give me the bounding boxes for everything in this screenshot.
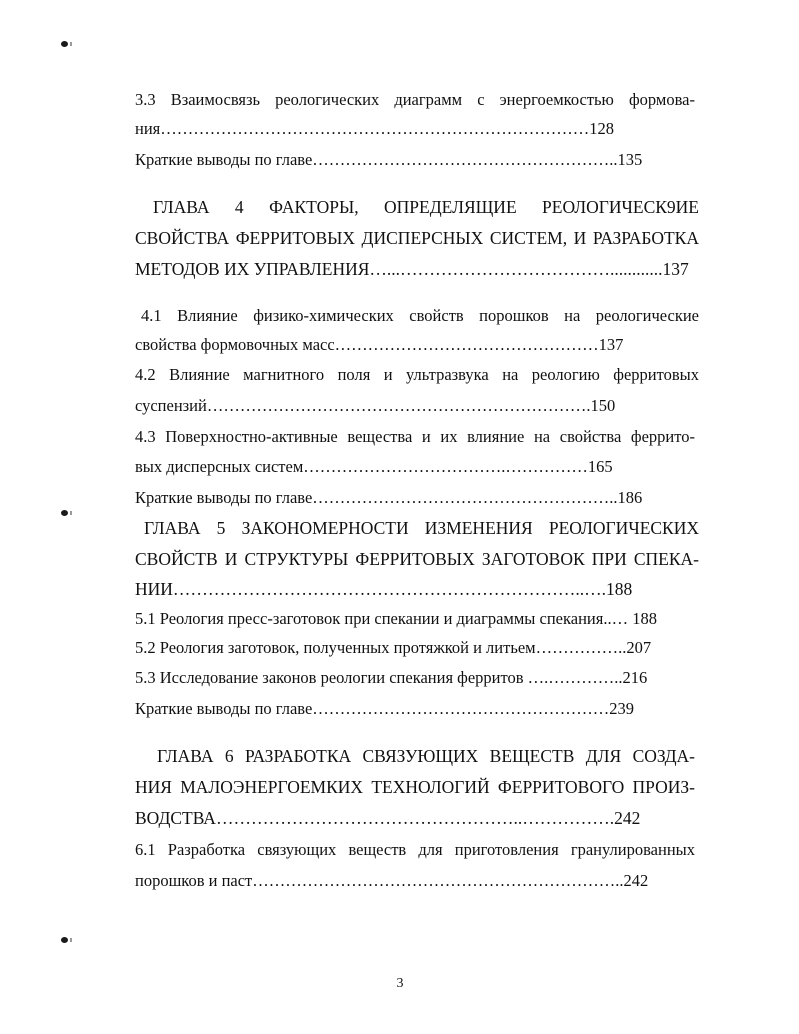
toc-chapter-summary — [0, 488, 799, 508]
toc-heading-text: ВОДСТВА……………………………………………..…………….242 — [135, 808, 641, 828]
toc-heading-text: НИЯ МАЛОЭНЕРГОЕМКИХ ТЕХНОЛОГИЙ ФЕРРИТОВОГО ПРОИЗ- — [135, 777, 695, 797]
toc-entry-3-3 — [0, 90, 799, 110]
toc-entry-text: 4.2 Влияние магнитного поля и ультразвука на реологию ферритовых — [135, 365, 699, 384]
toc-entry-text: Краткие выводы по главе………………………………………………..186 — [135, 488, 643, 507]
toc-entry-4-1 — [0, 306, 799, 326]
toc-entry-text: свойства формовочных масс…………………………………………137 — [135, 335, 624, 354]
toc-heading-text: ГЛАВА 6 РАЗРАБОТКА СВЯЗУЮЩИХ ВЕЩЕСТВ ДЛЯ СОЗДА- — [157, 746, 695, 766]
toc-entry-3-3-cont — [0, 119, 799, 139]
toc-chapter-summary — [0, 150, 799, 170]
toc-entry-4-3-cont — [0, 457, 799, 477]
toc-entry-4-2 — [0, 365, 799, 385]
toc-entry-text: суспензий…………………………………………………………….150 — [135, 396, 616, 415]
toc-chapter-4-heading-cont — [0, 228, 799, 248]
binder-hole-mark — [61, 937, 68, 943]
toc-entry-6-1 — [0, 840, 799, 860]
toc-chapter-5-heading-cont — [0, 579, 799, 599]
toc-entry-text: 4.1 Влияние физико-химических свойств порошков на реологические — [141, 306, 699, 325]
toc-entry-6-1-cont — [0, 871, 799, 891]
toc-entry-text: ния……………………………………………………………………128 — [135, 119, 614, 138]
toc-entry-text: 3.3 Взаимосвязь реологических диаграмм с энергоемкостью формова- — [135, 90, 695, 109]
toc-chapter-5-heading — [0, 518, 799, 538]
toc-chapter-6-heading-cont — [0, 777, 799, 797]
toc-heading-text: СВОЙСТВА ФЕРРИТОВЫХ ДИСПЕРСНЫХ СИСТЕМ, И РАЗРАБОТКА — [135, 228, 699, 248]
toc-entry-4-1-cont — [0, 335, 799, 355]
toc-entry-text: 5.2 Реология заготовок, полученных протяжкой и литьем……………..207 — [135, 638, 652, 657]
toc-entry-text: 5.3 Исследование законов реологии спекания ферритов ….…………..216 — [135, 668, 648, 687]
toc-entry-4-2-cont — [0, 396, 799, 416]
toc-entry-text: вых дисперсных систем……………………………….……………165 — [135, 457, 613, 476]
toc-chapter-summary — [0, 699, 799, 719]
toc-entry-4-3 — [0, 427, 799, 447]
toc-entry-text: 6.1 Разработка связующих веществ для приготовления гранулированных — [135, 840, 695, 859]
toc-entry-5-2 — [0, 638, 799, 658]
toc-entry-text: порошков и паст…………………………………………………………..242 — [135, 871, 649, 890]
toc-heading-text: ГЛАВА 4 ФАКТОРЫ, ОПРЕДЕЛЯЩИЕ РЕОЛОГИЧЕСК9ИЕ — [153, 197, 699, 217]
page-number: 3 — [396, 976, 404, 991]
toc-heading-text: ГЛАВА 5 ЗАКОНОМЕРНОСТИ ИЗМЕНЕНИЯ РЕОЛОГИЧЕСКИХ — [144, 518, 699, 538]
toc-chapter-4-heading — [0, 197, 799, 217]
toc-entry-5-3 — [0, 668, 799, 688]
toc-chapter-5-heading-cont — [0, 549, 799, 569]
toc-chapter-6-heading — [0, 746, 799, 766]
toc-heading-text: МЕТОДОВ ИХ УПРАВЛЕНИЯ…...………………………………............137 — [135, 259, 689, 279]
toc-heading-text: СВОЙСТВ И СТРУКТУРЫ ФЕРРИТОВЫХ ЗАГОТОВОК ПРИ СПЕКА- — [135, 549, 699, 569]
toc-chapter-6-heading-cont — [0, 808, 799, 828]
toc-entry-text: 5.1 Реология пресс-заготовок при спекании и диаграммы спекания..… 188 — [135, 609, 657, 628]
toc-entry-text: 4.3 Поверхностно-активные вещества и их влияние на свойства феррито- — [135, 427, 695, 446]
toc-entry-5-1 — [0, 609, 799, 629]
binder-hole-mark — [61, 510, 68, 516]
toc-heading-text: НИИ……………………………………………………………..….188 — [135, 579, 633, 599]
binder-hole-mark — [61, 41, 68, 47]
toc-chapter-4-heading-cont — [0, 259, 799, 279]
toc-entry-text: Краткие выводы по главе………………………………………………..135 — [135, 150, 643, 169]
toc-entry-text: Краткие выводы по главе………………………………………………239 — [135, 699, 635, 718]
